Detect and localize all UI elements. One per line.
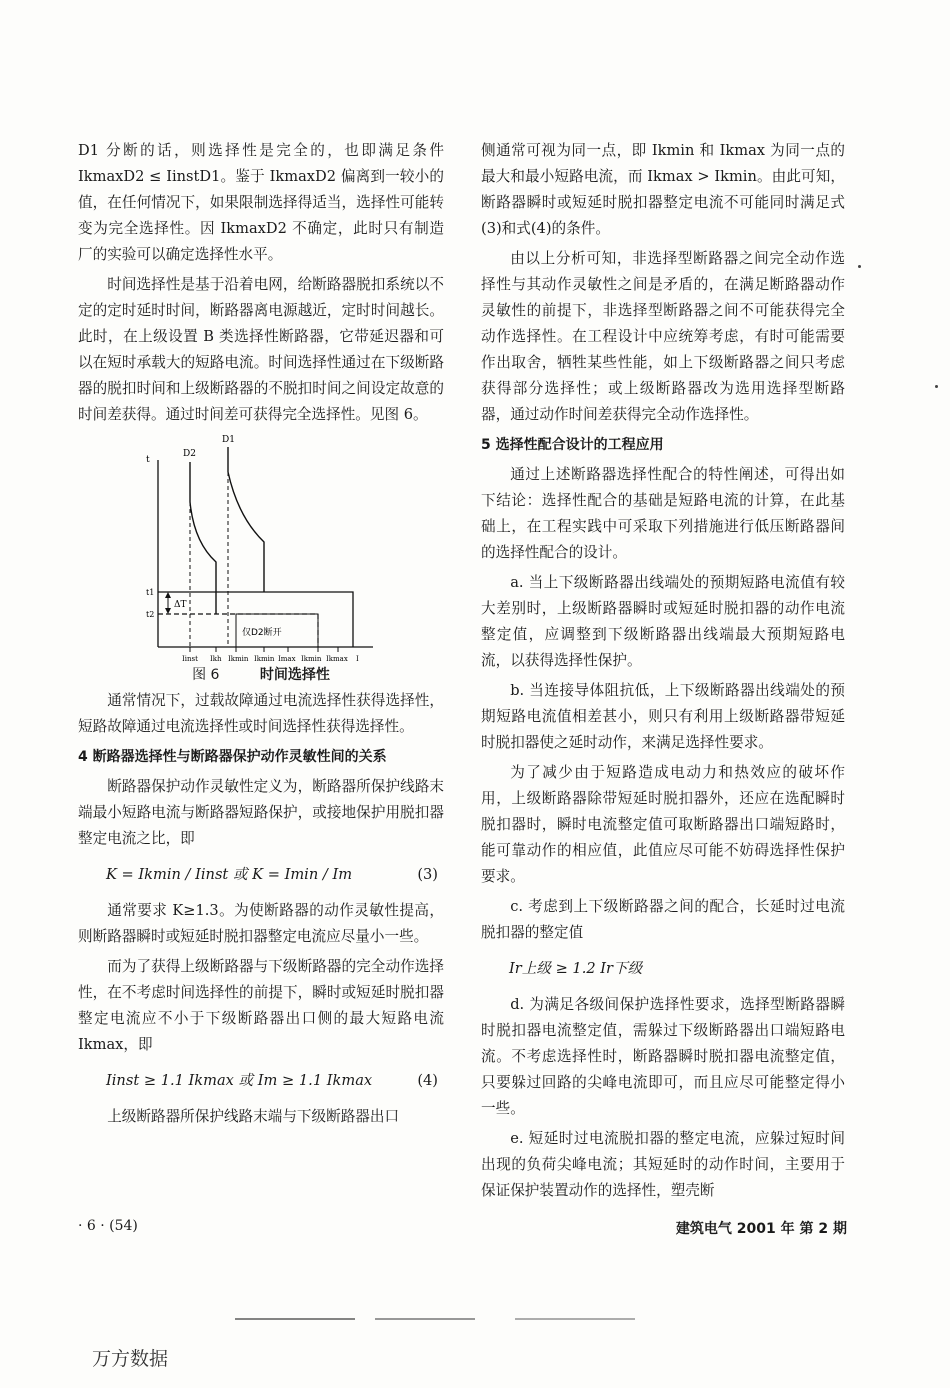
paragraph: 由以上分析可知，非选择型断路器之间完全动作选择性与其动作灵敏性之间是矛盾的，在满足断路器动作灵敏性的前提下，非选择型断路器之间不可能获得完全动作选择性。在工程设计中应统筹考虑，有时可能需要作出取舍，牺牲某些性能，如上下级断路器之间只考虑获得部分选择性；或上级断路器改为选用选择型断路器，通过动作时间差获得完全动作选择性。 [481,250,845,423]
x-tick-label: I [356,655,359,662]
only-d2-label: 仅D2断开 [242,628,282,638]
t2-level [158,614,318,647]
section-heading: 4 断路器选择性与断路器保护动作灵敏性间的关系 [78,749,387,765]
equation-body: Iinst ≥ 1.1 Ikmax 或 Im ≥ 1.1 Ikmax [106,1072,373,1089]
section-heading: 5 选择性配合设计的工程应用 [481,437,664,453]
delta-t-label: ΔT [174,600,187,610]
x-tick-label: Ikh [210,655,222,662]
paragraph: D1 分断的话，则选择性是完全的，也即满足条件 IkmaxD2 ≤ IinstD1。鉴于 IkmaxD2 偏离到一较小的值，在任何情况下，如果限制选择得适当，选择性可能转变为完全选择性。因 IkmaxD2 不确定，此时只有制造厂的实验可以确定选择性水平。 [78,142,444,263]
equation-4 [78,1068,444,1094]
list-item: d. 为满足各级间保护选择性要求，选择型断路器瞬时脱扣器电流整定值，需躲过下级断路器出口端短路电流。不考虑选择性时，断路器瞬时脱扣器电流整定值，只要躲过回路的尖峰电流即可，而且应尽可能整定得小一些。 [481,996,845,1117]
equation-number: (3) [417,866,438,883]
equation-body: K = Ikmin / Iinst 或 K = Imin / Im [106,866,353,883]
x-tick-label: Ikmin [228,655,249,662]
scan-speck [858,265,861,268]
paragraph: 通常情况下，过载故障通过电流选择性获得选择性，短路故障通过电流选择性或时间选择性获得选择性。 [78,692,444,735]
d2-curve [190,462,216,614]
d1-label: D1 [222,435,235,445]
time-selectivity-diagram [138,432,388,662]
t2-label: t2 [146,610,155,619]
caption-number: 图 6 [192,667,220,683]
list-item: a. 当上下级断路器出线端处的预期短路电流值有较大差别时，上级断路器瞬时或短延时脱扣器的动作电流整定值，应调整到下级断路器出线端最大预期短路电流，以获得选择性保护。 [481,574,845,669]
list-item: b. 当连接导体阻抗低，上下级断路器出线端处的预期短路电流值相差甚小，则只有利用上级断路器带短延时脱扣器使之延时动作，来满足选择性要求。 [481,682,845,751]
page-number: · 6 · (54) [78,1218,138,1234]
paragraph: 通常要求 K≥1.3。为使断路器的动作灵敏性提高，则断路器瞬时或短延时脱扣器整定电流应尽量小一些。 [78,902,444,945]
scan-speck [935,385,938,388]
figure-caption [78,662,444,688]
right-column [481,138,845,1208]
paragraph: 而为了获得上级断路器与下级断路器的完全动作选择性，在不考虑时间选择性的前提下，瞬时或短延时脱扣器整定电流应不小于下级断路器出口侧的最大短路电流 Ikmax，即 [78,958,444,1053]
x-tick-label: Ikmax [326,655,348,662]
paragraph: 为了减少由于短路造成电动力和热效应的破坏作用，上级断路器除带短延时脱扣器外，还应在选配瞬时脱扣器时，瞬时电流整定值可取断路器出口端短路时，能可靠动作的相应值，此值应尽可能不妨碍选择性保护要求。 [481,764,845,885]
left-column [78,138,444,1134]
t1-level [158,592,353,647]
paragraph: 时间选择性是基于沿着电网，给断路器脱扣系统以不定的定时延时时间，断路器离电源越近，定时时间越长。此时，在上级设置 B 类选择性断路器，它带延迟器和可以在短时承载大的短路电流。时间选择性通过在下级断路器的脱扣时间和上级断路器的不脱扣时间之间设定故意的时间差获得。通过时间差可获得完全选择性。见图 6。 [78,276,444,423]
paragraph: 断路器保护动作灵敏性定义为，断路器所保护线路末端最小短路电流与断路器短路保护，或接地保护用脱扣器整定电流之比，即 [78,778,444,847]
x-tick-label: Ikmin [301,655,322,662]
journal-issue: 建筑电气 2001 年 第 2 期 [675,1221,847,1237]
equation-c [481,956,845,982]
paragraph: 侧通常可视为同一点，即 Ikmin 和 Ikmax 为同一点的最大和最小短路电流，而 Ikmax > Ikmin。由此可知，断路器瞬时或短延时脱扣器整定电流不可能同时满足式(3)和式(4)的条件。 [481,142,845,237]
d2-label: D2 [183,449,196,459]
x-tick-label: Ikmin [254,655,275,662]
equation-number: (4) [417,1072,438,1089]
paragraph: 通过上述断路器选择性配合的特性阐述，可得出如下结论：选择性配合的基础是短路电流的计算，在此基础上，在工程实践中可采取下列措施进行低压断路器间的选择性配合的设计。 [481,466,845,561]
list-item: c. 考虑到上下级断路器之间的配合，长延时过电流脱扣器的整定值 [481,898,846,941]
t1-label: t1 [146,588,155,597]
x-tick-label: Imax [278,655,296,662]
scan-artifact [235,1318,635,1320]
equation-body: Ir上级 ≥ 1.2 Ir下级 [509,960,643,977]
d1-curve [228,447,264,592]
x-tick-label: Iinst [182,655,198,662]
watermark: 万方数据 [92,1348,169,1370]
paragraph: 上级断路器所保护线路末端与下级断路器出口 [107,1108,400,1125]
figure-6 [78,432,444,682]
list-item: e. 短延时过电流脱扣器的整定电流，应躲过短时间出现的负荷尖峰电流；其短延时的动作时间，主要用于保证保护装置动作的选择性，塑壳断 [481,1130,845,1199]
equation-3 [78,862,444,888]
caption-title: 时间选择性 [259,667,330,683]
axis-t-label: t [146,455,150,465]
